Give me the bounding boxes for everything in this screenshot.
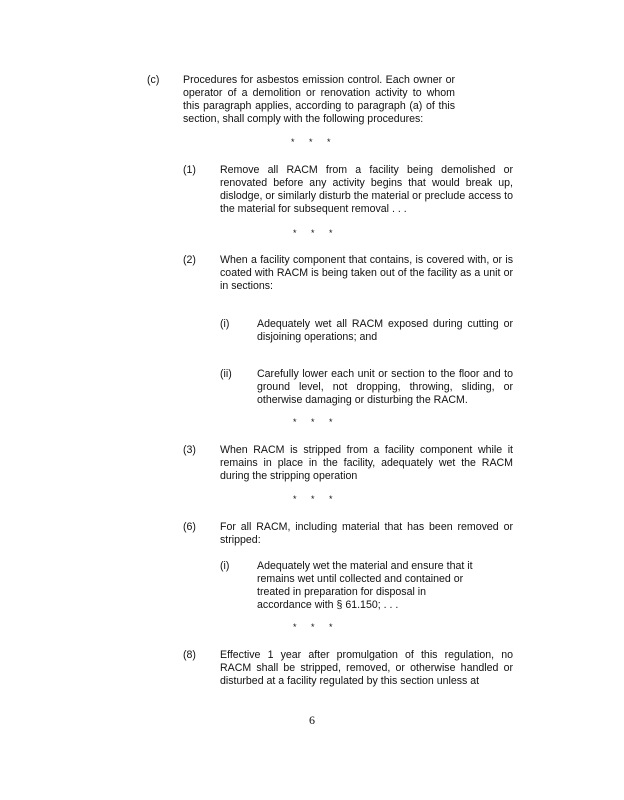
ellipsis-stars-5: * * * — [293, 622, 339, 632]
ellipsis-stars-1: * * * — [291, 137, 337, 147]
item-3-text: When RACM is stripped from a facility component while it remains in place in the facility, adequately wet the RACM during the stripping operation — [220, 444, 513, 482]
ellipsis-stars-4: * * * — [293, 494, 339, 504]
item-1-text: Remove all RACM from a facility being demolished or renovated before any activity begins that would break up, dislodge, or similarly disturb the material or preclude access to the material for subsequent removal . . . — [220, 164, 513, 215]
item-2i-label: (i) — [220, 318, 230, 330]
paragraph-c-label: (c) — [147, 74, 160, 86]
item-2-text: When a facility component that contains, is covered with, or is coated with RACM is being taken out of the facility as a unit or in sections: — [220, 254, 513, 292]
item-2i-text: Adequately wet all RACM exposed during cutting or disjoining operations; and — [257, 318, 513, 343]
ellipsis-stars-3: * * * — [293, 417, 339, 427]
ellipsis-stars-2: * * * — [293, 228, 339, 238]
item-6i-label: (i) — [220, 560, 230, 572]
page-number: 6 — [309, 713, 315, 727]
item-8-text: Effective 1 year after promulgation of this regulation, no RACM shall be stripped, removed, or otherwise handled or disturbed at a facility regulated by this section unless at — [220, 649, 513, 687]
item-8-label: (8) — [183, 649, 196, 661]
item-3-label: (3) — [183, 444, 196, 456]
item-1-label: (1) — [183, 164, 196, 176]
item-6-label: (6) — [183, 521, 196, 533]
item-6i-text: Adequately wet the material and ensure that it remains wet until collected and contained or treated in preparation for disposal in accordance with § 61.150; . . . — [257, 560, 473, 611]
item-2ii-text: Carefully lower each unit or section to the floor and to ground level, not dropping, throwing, sliding, or otherwise damaging or disturbing the RACM. — [257, 368, 513, 406]
item-2ii-label: (ii) — [220, 368, 232, 380]
paragraph-c-text: Procedures for asbestos emission control. Each owner or operator of a demolition or renovation activity to whom this paragraph applies, according to paragraph (a) of this section, shall comply with the following procedures: — [183, 74, 455, 125]
item-6-text: For all RACM, including material that has been removed or stripped: — [220, 521, 513, 546]
item-2-label: (2) — [183, 254, 196, 266]
